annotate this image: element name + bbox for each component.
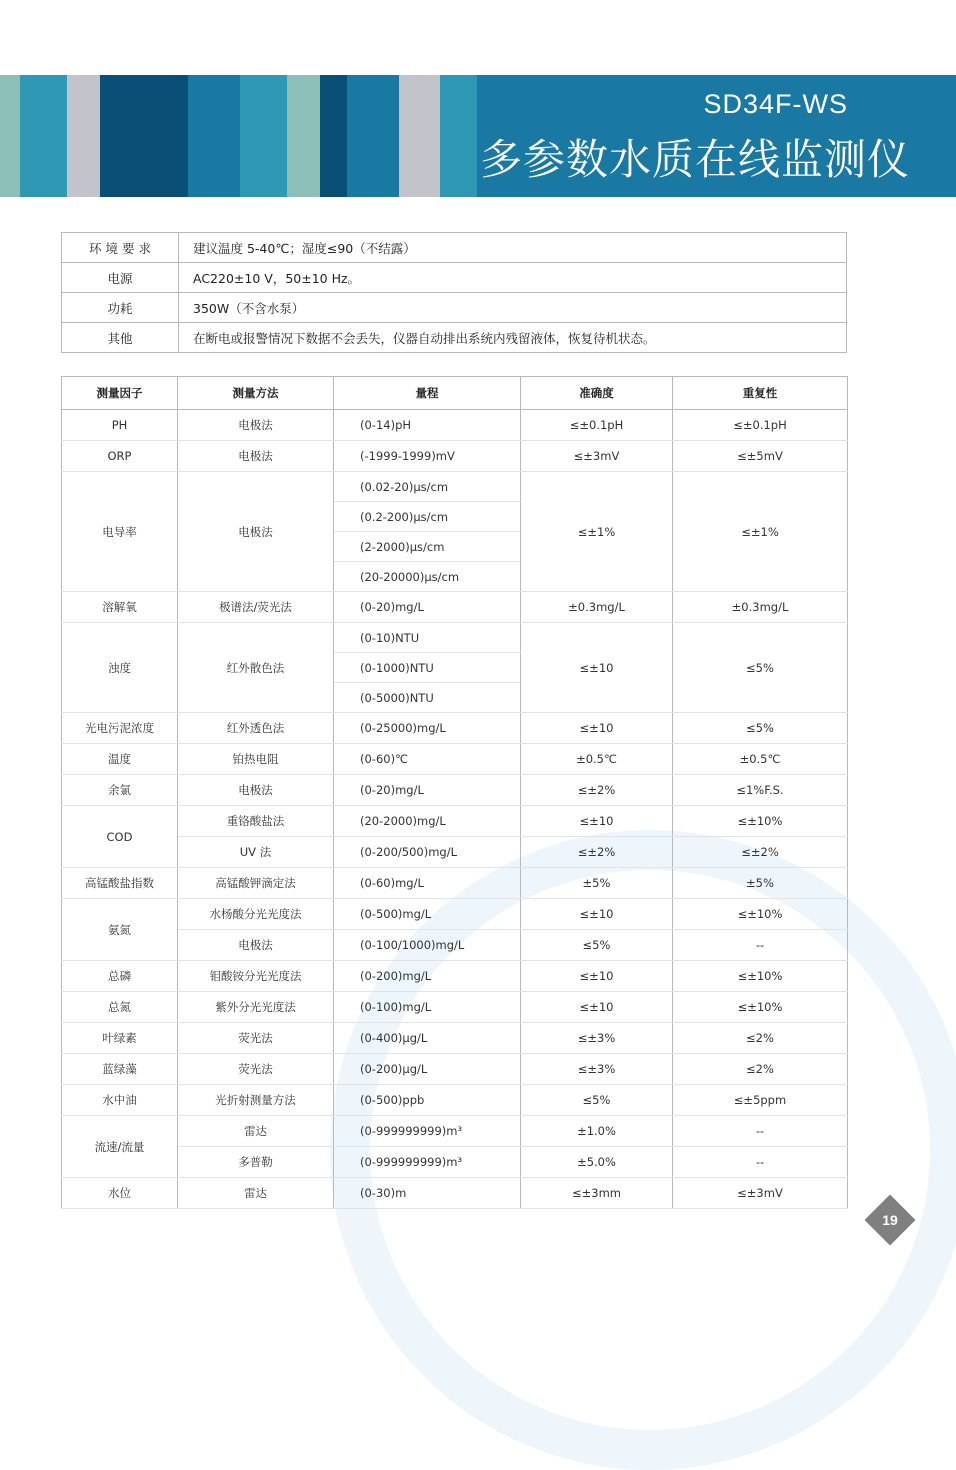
repeatability-cell: ≤5% bbox=[673, 623, 848, 713]
method-cell: 雷达 bbox=[178, 1178, 334, 1209]
column-header: 测量因子 bbox=[62, 377, 178, 410]
range-cell: (20-20000)μs/cm bbox=[334, 562, 521, 592]
table-row bbox=[62, 592, 848, 623]
table-row bbox=[62, 623, 848, 653]
repeatability-cell: ±5% bbox=[673, 868, 848, 899]
method-cell: 荧光法 bbox=[178, 1054, 334, 1085]
method-cell: 电极法 bbox=[178, 930, 334, 961]
range-cell: (0-10)NTU bbox=[334, 623, 521, 653]
method-cell: 电极法 bbox=[178, 410, 334, 441]
banner-stripe bbox=[20, 75, 67, 197]
factor-cell: 高锰酸盐指数 bbox=[62, 868, 178, 899]
method-cell: 多普勒 bbox=[178, 1147, 334, 1178]
repeatability-cell: ≤±2% bbox=[673, 837, 848, 868]
range-cell: (0-100)mg/L bbox=[334, 992, 521, 1023]
repeatability-cell: ≤1%F.S. bbox=[673, 775, 848, 806]
accuracy-cell: ≤±2% bbox=[521, 775, 673, 806]
table-row bbox=[62, 293, 847, 323]
accuracy-cell: ±5.0% bbox=[521, 1147, 673, 1178]
range-cell: (0-200/500)mg/L bbox=[334, 837, 521, 868]
method-cell: 水杨酸分光光度法 bbox=[178, 899, 334, 930]
factor-cell: PH bbox=[62, 410, 178, 441]
repeatability-cell: ±0.3mg/L bbox=[673, 592, 848, 623]
range-cell: (0.02-20)μs/cm bbox=[334, 472, 521, 502]
method-cell: 电极法 bbox=[178, 472, 334, 592]
factor-cell: 温度 bbox=[62, 744, 178, 775]
env-label: 其他 bbox=[62, 323, 179, 353]
range-cell: (0-100/1000)mg/L bbox=[334, 930, 521, 961]
table-row bbox=[62, 775, 848, 806]
product-title: 多参数水质在线监测仪 bbox=[479, 135, 910, 184]
accuracy-cell: ≤±3mm bbox=[521, 1178, 673, 1209]
env-label: 环 境 要 求 bbox=[62, 233, 179, 263]
banner-stripe bbox=[67, 75, 100, 197]
accuracy-cell: ≤±10 bbox=[521, 806, 673, 837]
method-cell: 极谱法/荧光法 bbox=[178, 592, 334, 623]
factor-cell: 电导率 bbox=[62, 472, 178, 592]
table-row bbox=[62, 1085, 848, 1116]
range-cell: (0-500)ppb bbox=[334, 1085, 521, 1116]
table-row bbox=[62, 868, 848, 899]
table-row bbox=[62, 992, 848, 1023]
banner-stripe bbox=[188, 75, 240, 197]
range-cell: (0-200)mg/L bbox=[334, 961, 521, 992]
method-cell: 光折射测量方法 bbox=[178, 1085, 334, 1116]
env-value: 建议温度 5-40℃；湿度≤90（不结露） bbox=[179, 233, 847, 263]
table-row bbox=[62, 713, 848, 744]
header-banner bbox=[0, 75, 956, 197]
repeatability-cell: -- bbox=[673, 1116, 848, 1147]
range-cell: (0-20)mg/L bbox=[334, 592, 521, 623]
accuracy-cell: ≤±3% bbox=[521, 1054, 673, 1085]
range-cell: (-1999-1999)mV bbox=[334, 441, 521, 472]
table-row bbox=[62, 837, 848, 868]
accuracy-cell: ≤±10 bbox=[521, 713, 673, 744]
accuracy-cell: ≤±1% bbox=[521, 472, 673, 592]
env-value: 在断电或报警情况下数据不会丢失，仪器自动排出系统内残留液体，恢复待机状态。 bbox=[179, 323, 847, 353]
factor-cell: 浊度 bbox=[62, 623, 178, 713]
table-header-row bbox=[62, 377, 848, 410]
column-header: 重复性 bbox=[673, 377, 848, 410]
factor-cell: 水位 bbox=[62, 1178, 178, 1209]
banner-stripe bbox=[399, 75, 440, 197]
range-cell: (0-5000)NTU bbox=[334, 683, 521, 713]
page-number: 19 bbox=[882, 1212, 898, 1228]
table-row bbox=[62, 930, 848, 961]
method-cell: 高锰酸钾滴定法 bbox=[178, 868, 334, 899]
env-value: AC220±10 V，50±10 Hz。 bbox=[179, 263, 847, 293]
range-cell: (0-500)mg/L bbox=[334, 899, 521, 930]
method-cell: 电极法 bbox=[178, 441, 334, 472]
factor-cell: ORP bbox=[62, 441, 178, 472]
accuracy-cell: ≤5% bbox=[521, 1085, 673, 1116]
accuracy-cell: ±5% bbox=[521, 868, 673, 899]
range-cell: (0-14)pH bbox=[334, 410, 521, 441]
method-cell: 红外散色法 bbox=[178, 623, 334, 713]
repeatability-cell: ≤±10% bbox=[673, 961, 848, 992]
accuracy-cell: ≤±10 bbox=[521, 899, 673, 930]
range-cell: (0-25000)mg/L bbox=[334, 713, 521, 744]
banner-stripe bbox=[0, 75, 20, 197]
factor-cell: 水中油 bbox=[62, 1085, 178, 1116]
accuracy-cell: ≤±3mV bbox=[521, 441, 673, 472]
method-cell: 电极法 bbox=[178, 775, 334, 806]
factor-cell: 余氯 bbox=[62, 775, 178, 806]
range-cell: (0-30)m bbox=[334, 1178, 521, 1209]
table-row bbox=[62, 1147, 848, 1178]
table-row bbox=[62, 472, 848, 502]
specification-table bbox=[61, 376, 848, 1209]
env-value: 350W（不含水泵） bbox=[179, 293, 847, 323]
banner-stripe bbox=[347, 75, 399, 197]
repeatability-cell: ≤±3mV bbox=[673, 1178, 848, 1209]
repeatability-cell: ≤±10% bbox=[673, 806, 848, 837]
banner-stripe bbox=[287, 75, 320, 197]
method-cell: UV 法 bbox=[178, 837, 334, 868]
accuracy-cell: ±0.3mg/L bbox=[521, 592, 673, 623]
range-cell: (0-999999999)m³ bbox=[334, 1116, 521, 1147]
column-header: 量程 bbox=[334, 377, 521, 410]
method-cell: 钼酸铵分光光度法 bbox=[178, 961, 334, 992]
banner-stripe bbox=[320, 75, 347, 197]
range-cell: (0-60)mg/L bbox=[334, 868, 521, 899]
range-cell: (20-2000)mg/L bbox=[334, 806, 521, 837]
table-row bbox=[62, 410, 848, 441]
repeatability-cell: ≤2% bbox=[673, 1054, 848, 1085]
range-cell: (0.2-200)μs/cm bbox=[334, 502, 521, 532]
table-row bbox=[62, 1023, 848, 1054]
repeatability-cell: ≤±5ppm bbox=[673, 1085, 848, 1116]
table-row bbox=[62, 263, 847, 293]
accuracy-cell: ≤±2% bbox=[521, 837, 673, 868]
repeatability-cell: ≤±10% bbox=[673, 899, 848, 930]
table-row bbox=[62, 323, 847, 353]
factor-cell: COD bbox=[62, 806, 178, 868]
table-row bbox=[62, 961, 848, 992]
range-cell: (2-2000)μs/cm bbox=[334, 532, 521, 562]
repeatability-cell: ≤5% bbox=[673, 713, 848, 744]
repeatability-cell: ±0.5℃ bbox=[673, 744, 848, 775]
method-cell: 重铬酸盐法 bbox=[178, 806, 334, 837]
factor-cell: 总磷 bbox=[62, 961, 178, 992]
accuracy-cell: ≤5% bbox=[521, 930, 673, 961]
accuracy-cell: ≤±10 bbox=[521, 623, 673, 713]
range-cell: (0-400)μg/L bbox=[334, 1023, 521, 1054]
repeatability-cell: -- bbox=[673, 930, 848, 961]
factor-cell: 蓝绿藻 bbox=[62, 1054, 178, 1085]
factor-cell: 溶解氧 bbox=[62, 592, 178, 623]
table-row bbox=[62, 441, 848, 472]
env-label: 功耗 bbox=[62, 293, 179, 323]
factor-cell: 叶绿素 bbox=[62, 1023, 178, 1054]
repeatability-cell: -- bbox=[673, 1147, 848, 1178]
repeatability-cell: ≤±10% bbox=[673, 992, 848, 1023]
repeatability-cell: ≤2% bbox=[673, 1023, 848, 1054]
range-cell: (0-999999999)m³ bbox=[334, 1147, 521, 1178]
product-model: SD34F-WS bbox=[703, 89, 848, 119]
method-cell: 荧光法 bbox=[178, 1023, 334, 1054]
method-cell: 铂热电阻 bbox=[178, 744, 334, 775]
factor-cell: 流速/流量 bbox=[62, 1116, 178, 1178]
banner-stripe bbox=[440, 75, 477, 197]
factor-cell: 氨氮 bbox=[62, 899, 178, 961]
table-row bbox=[62, 1116, 848, 1147]
repeatability-cell: ≤±0.1pH bbox=[673, 410, 848, 441]
repeatability-cell: ≤±1% bbox=[673, 472, 848, 592]
table-row bbox=[62, 806, 848, 837]
range-cell: (0-200)μg/L bbox=[334, 1054, 521, 1085]
factor-cell: 总氮 bbox=[62, 992, 178, 1023]
accuracy-cell: ≤±3% bbox=[521, 1023, 673, 1054]
banner-stripe bbox=[240, 75, 287, 197]
env-label: 电源 bbox=[62, 263, 179, 293]
column-header: 准确度 bbox=[521, 377, 673, 410]
accuracy-cell: ≤±0.1pH bbox=[521, 410, 673, 441]
environment-table bbox=[61, 232, 847, 353]
method-cell: 雷达 bbox=[178, 1116, 334, 1147]
accuracy-cell: ±1.0% bbox=[521, 1116, 673, 1147]
range-cell: (0-60)℃ bbox=[334, 744, 521, 775]
column-header: 测量方法 bbox=[178, 377, 334, 410]
accuracy-cell: ±0.5℃ bbox=[521, 744, 673, 775]
accuracy-cell: ≤±10 bbox=[521, 992, 673, 1023]
accuracy-cell: ≤±10 bbox=[521, 961, 673, 992]
repeatability-cell: ≤±5mV bbox=[673, 441, 848, 472]
range-cell: (0-20)mg/L bbox=[334, 775, 521, 806]
method-cell: 红外透色法 bbox=[178, 713, 334, 744]
table-row bbox=[62, 1178, 848, 1209]
factor-cell: 光电污泥浓度 bbox=[62, 713, 178, 744]
table-row bbox=[62, 1054, 848, 1085]
table-row bbox=[62, 899, 848, 930]
method-cell: 紫外分光光度法 bbox=[178, 992, 334, 1023]
table-row bbox=[62, 744, 848, 775]
table-row bbox=[62, 233, 847, 263]
banner-stripe bbox=[100, 75, 188, 197]
range-cell: (0-1000)NTU bbox=[334, 653, 521, 683]
